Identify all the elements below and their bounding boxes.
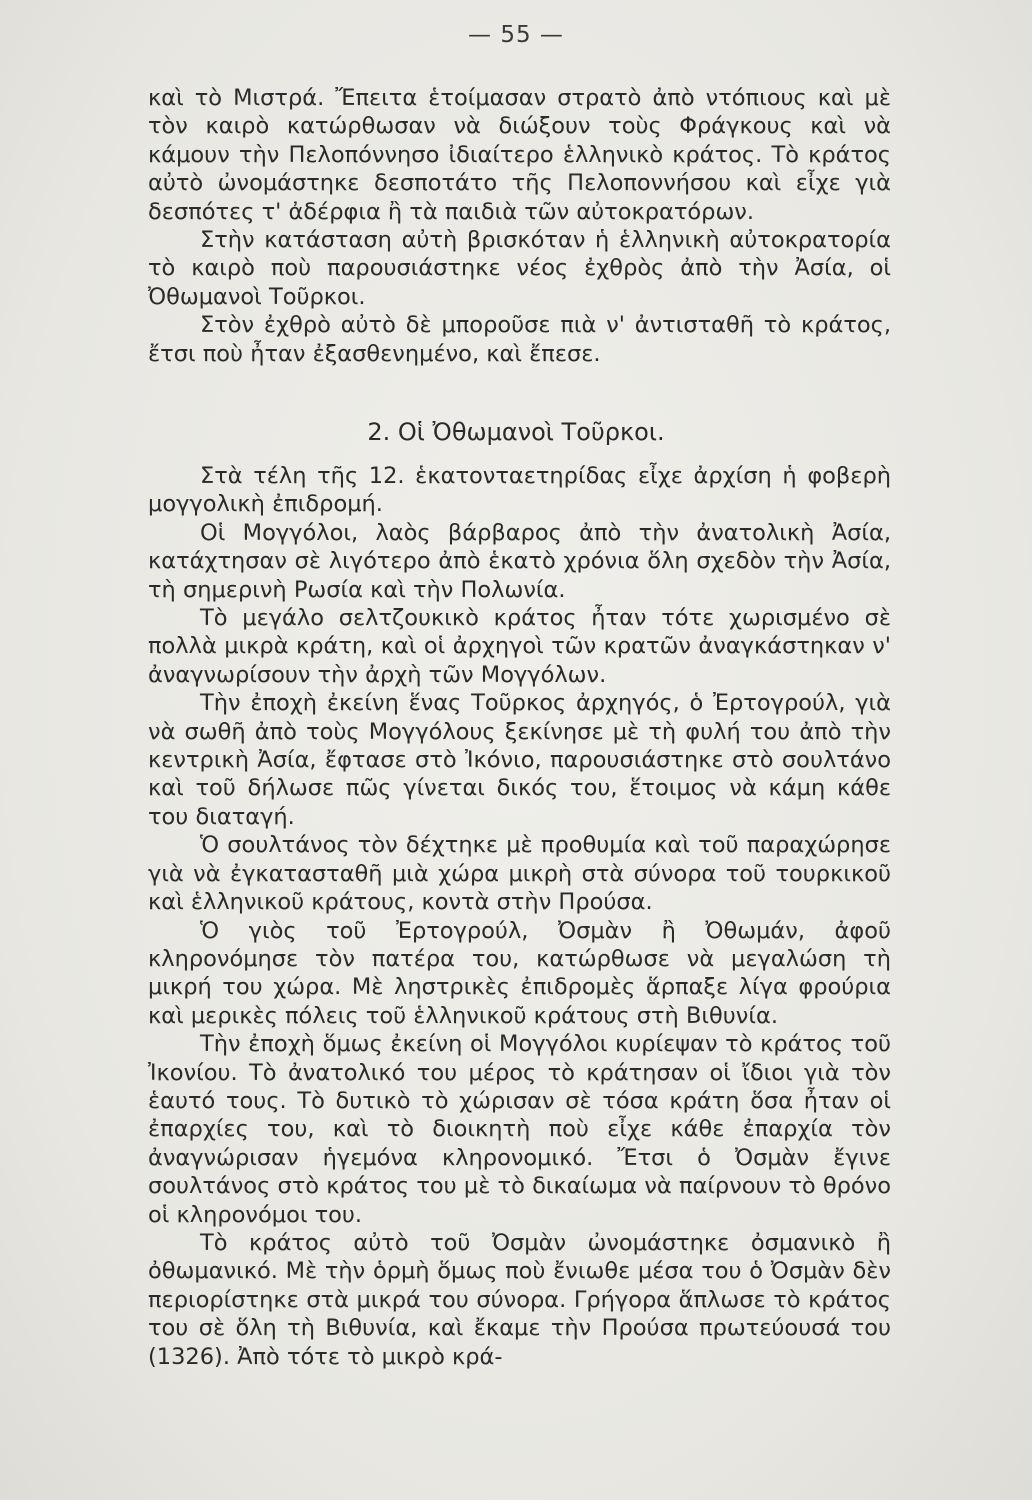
paragraph: Τὴν ἐποχὴ ὅμως ἐκείνη οἱ Μογγόλοι κυρίεψαν τὸ κράτος τοῦ Ἰκονίου. Τὸ ἀνατολικό του μέρος τὸ κράτησαν οἱ ἴδιοι γιὰ τὸν ἑαυτό τους. Τὸ δυτικὸ τὸ χώρισαν σὲ τόσα κράτη ὅσα ἦταν οἱ ἐπαρχίες του, καὶ τὸ διοικητὴ ποὺ εἶχε κάθε ἐπαρχία τὸν ἀναγνώρισαν ἡγεμόνα κληρονομικό. Ἔτσι ὁ Ὀσμὰν ἔγινε σουλτάνος στὸ κράτος του μὲ τὸ δικαίωμα νὰ παίρνουν τὸ θρόνο οἱ κληρονόμοι του. xyxy=(148,1031,891,1228)
paragraph: Στὰ τέλη τῆς 12. ἑκατονταετηρίδας εἶχε ἀρχίση ἡ φοβερὴ μογγολικὴ ἐπιδρομή. xyxy=(148,463,891,518)
paragraph: Τὸ μεγάλο σελτζουκικὸ κράτος ἦταν τότε χωρισμένο σὲ πολλὰ μικρὰ κράτη, καὶ οἱ ἀρχηγοὶ τῶν κρατῶν ἀναγκάστηκαν ν' ἀναγνωρίσουν τὴν ἀρχὴ τῶν Μογγόλων. xyxy=(148,605,891,688)
text-section-2 xyxy=(148,462,891,1371)
paragraph: Τὴν ἐποχὴ ἐκείνη ἕνας Τοῦρκος ἀρχηγός, ὁ Ἐρτογρούλ, γιὰ νὰ σωθῆ ἀπὸ τοὺς Μογγόλους ξεκίνησε μὲ τὴ φυλή του ἀπὸ τὴν κεντρικὴ Ἀσία, ἔφτασε στὸ Ἰκόνιο, παρουσιάστηκε στὸ σουλτάνο καὶ τοῦ δήλωσε πῶς γίνεται δικός του, ἕτοιμος νὰ κάμη κάθε του διαταγή. xyxy=(148,690,891,830)
paragraph: καὶ τὸ Μιστρά. Ἔπειτα ἑτοίμασαν στρατὸ ἀπὸ ντόπιους καὶ μὲ τὸν καιρὸ κατώρθωσαν νὰ διώξουν τοὺς Φράγκους καὶ νὰ κάμουν τὴν Πελοπόννησο ἰδιαίτερο ἑλληνικὸ κράτος. Τὸ κράτος αὐτὸ ὠνομάστηκε δεσποτάτο τῆς Πελοποννήσου καὶ εἶχε γιὰ δεσπότες τ' ἀδέρφια ἢ τὰ παιδιὰ τῶν αὐτοκρατόρων. xyxy=(148,85,891,225)
page-number: — 55 — xyxy=(468,22,564,48)
paragraph: Τὸ κράτος αὐτὸ τοῦ Ὀσμὰν ὠνομάστηκε ὀσμανικὸ ἢ ὀθωμανικό. Μὲ τὴν ὁρμὴ ὅμως ποὺ ἔνιωθε μέσα του ὁ Ὀσμὰν δὲν περιορίστηκε στὰ μικρά του σύνορα. Γρήγορα ἅπλωσε τὸ κράτος του σὲ ὅλη τὴ Βιθυνία, καὶ ἔκαμε τὴν Προύσα πρωτεύουσά του (1326). Ἀπὸ τότε τὸ μικρὸ κρά- xyxy=(148,1229,891,1370)
section-heading: 2. Οἱ Ὀθωμανοὶ Τοῦρκοι. xyxy=(367,418,665,446)
text-section-1 xyxy=(148,84,891,368)
paragraph: Ὁ σουλτάνος τὸν δέχτηκε μὲ προθυμία καὶ τοῦ παραχώρησε γιὰ νὰ ἐγκατασταθῆ μιὰ χώρα μικρὴ στὰ σύνορα τοῦ τουρκικοῦ καὶ ἑλληνικοῦ κράτους, κοντὰ στὴν Προύσα. xyxy=(148,832,891,916)
paragraph: Στὴν κατάσταση αὐτὴ βρισκόταν ἡ ἑλληνικὴ αὐτοκρατορία τὸ καιρὸ ποὺ παρουσιάστηκε νέος ἐχθρὸς ἀπὸ τὴν Ἀσία, οἱ Ὀθωμανοὶ Τοῦρκοι. xyxy=(148,227,891,310)
paragraph: Στὸν ἐχθρὸ αὐτὸ δὲ μποροῦσε πιὰ ν' ἀντισταθῆ τὸ κράτος, ἔτσι ποὺ ἦταν ἐξασθενημένο, καὶ ἔπεσε. xyxy=(148,312,891,367)
paragraph: Οἱ Μογγόλοι, λαὸς βάρβαρος ἀπὸ τὴν ἀνατολικὴ Ἀσία, κατάχτησαν σὲ λιγότερο ἀπὸ ἑκατὸ χρόνια ὅλη σχεδὸν τὴν Ἀσία, τὴ σημερινὴ Ρωσία καὶ τὴν Πολωνία. xyxy=(148,519,891,603)
paragraph: Ὁ γιὸς τοῦ Ἐρτογρούλ, Ὀσμὰν ἢ Ὀθωμάν, ἀφοῦ κληρονόμησε τὸν πατέρα του, κατώρθωσε νὰ μεγαλώση τὴ μικρή του χώρα. Μὲ ληστρικὲς ἐπιδρομὲς ἅρπαξε λίγα φρούρια καὶ μερικὲς πόλεις τοῦ ἑλληνικοῦ κράτους στὴ Βιθυνία. xyxy=(148,917,891,1029)
